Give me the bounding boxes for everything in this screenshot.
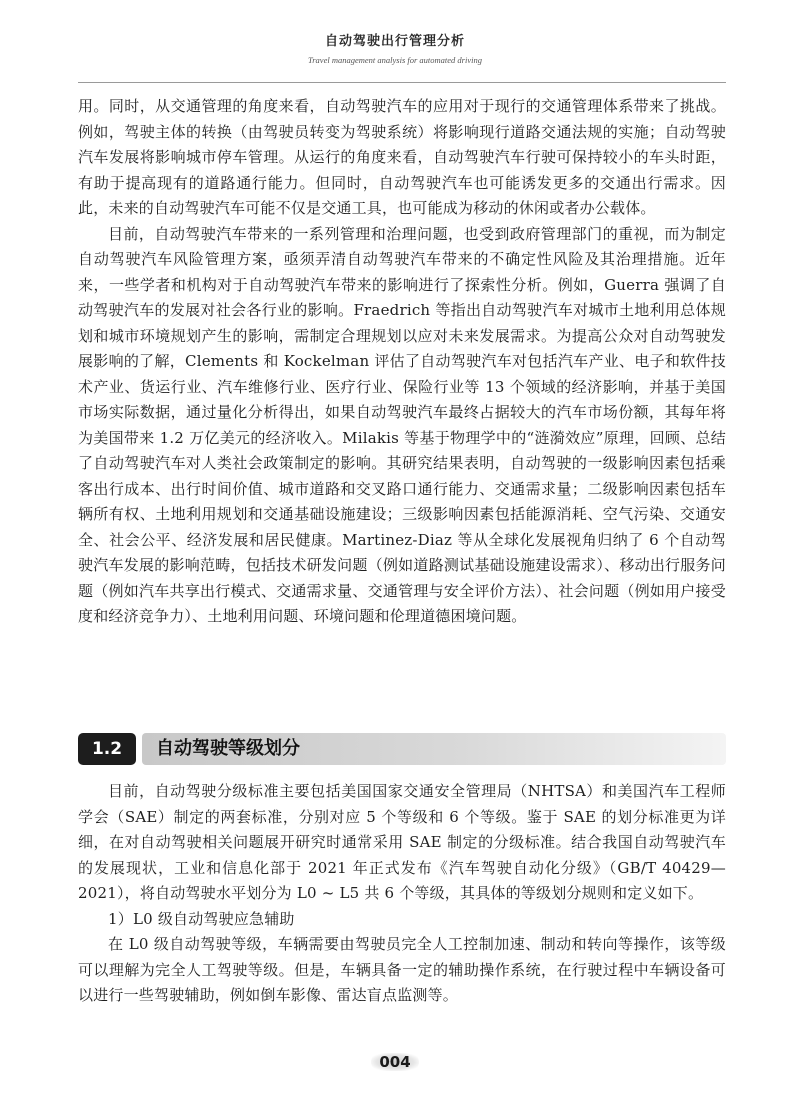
running-header-title: 自动驾驶出行管理分析 xyxy=(324,34,465,49)
paragraph: 在 L0 级自动驾驶等级，车辆需要由驾驶员完全人工控制加速、制动和转向等操作，该等级可以理解为完全人工驾驶等级。但是，车辆具备一定的辅助操作系统，在行驶过程中车辆设备可以进行一些驾驶辅助，例如倒车影像、雷达盲点监测等。 xyxy=(78,935,726,1004)
page-number xyxy=(0,1052,790,1071)
body-text-bottom xyxy=(78,779,726,1009)
running-header xyxy=(0,30,790,65)
paragraph: 目前，自动驾驶汽车带来的一系列管理和治理问题，也受到政府管理部门的重视，而为制定自动驾驶汽车风险管理方案，亟须弄清自动驾驶汽车带来的不确定性风险及其治理措施。近年来，一些学者和机构对于自动驾驶汽车带来的影响进行了探索性分析。例如，Guerra 强调了自动驾驶汽车的发展对社会各行业的影响。Fraedrich 等指出自动驾驶汽车对城市土地利用总体规划和城市环境规划产生的影响，需制定合理规划以应对未来发展需求。为提高公众对自动驾驶发展影响的了解，Clements 和 Kockelman 评估了自动驾驶汽车对包括汽车产业、电子和软件技术产业、货运行业、汽车维修行业、医疗行业、保险行业等 13 个领域的经济影响，并基于美国市场实际数据，通过量化分析得出，如果自动驾驶汽车最终占据较大的汽车市场份额，其每年将为美国带来 1.2 万亿美元的经济收入。Milakis 等基于物理学中的“涟漪效应”原理，回顾、总结了自动驾驶汽车对人类社会政策制定的影响。其研究结果表明，自动驾驶的一级影响因素包括乘客出行成本、出行时间价值、城市道路和交叉路口通行能力、交通需求量；二级影响因素包括车辆所有权、土地利用规划和交通基础设施建设；三级影响因素包括能源消耗、空气污染、交通安全、社会公平、经济发展和居民健康。Martinez-Diaz 等从全球化发展视角归纳了 6 个自动驾驶汽车发展的影响范畴，包括技术研发问题（例如道路测试基础设施建设需求）、移动出行服务问题（例如汽车共享出行模式、交通需求量、交通管理与安全评价方法）、社会问题（例如用户接受度和经济竞争力）、土地利用问题、环境问题和伦理道德困境问题。 xyxy=(78,224,726,625)
page-number-label: 004 xyxy=(371,1053,418,1071)
paragraph: 目前，自动驾驶分级标准主要包括美国国家交通安全管理局（NHTSA）和美国汽车工程师学会（SAE）制定的两套标准，分别对应 5 个等级和 6 个等级。鉴于 SAE 的划分标准更为详细，在对自动驾驶相关问题展开研究时通常采用 SAE 制定的分级标准。结合我国自动驾驶汽车的发展现状，工业和信息化部于 2021 年正式发布《汽车驾驶自动化分级》（GB/T 40429—2021），将自动驾驶水平划分为 L0 ~ L5 共 6 个等级，其具体的等级划分规则和定义如下。 xyxy=(78,782,726,902)
running-header-subtitle: Travel management analysis for automated driving xyxy=(307,55,482,65)
section-heading xyxy=(78,733,726,765)
section-title-bar xyxy=(142,733,726,765)
body-text-top xyxy=(78,94,726,630)
section-number-badge: 1.2 xyxy=(78,733,136,765)
section-title: 自动驾驶等级划分 xyxy=(156,738,300,759)
header-divider xyxy=(78,82,726,83)
subheading-l0: 1）L0 级自动驾驶应急辅助 xyxy=(108,909,295,928)
paragraph-continuation: 用。同时，从交通管理的角度来看，自动驾驶汽车的应用对于现行的交通管理体系带来了挑战。例如，驾驶主体的转换（由驾驶员转变为驾驶系统）将影响现行道路交通法规的实施；自动驾驶汽车发展将影响城市停车管理。从运行的角度来看，自动驾驶汽车行驶可保持较小的车头时距，有助于提高现有的道路通行能力。但同时，自动驾驶汽车也可能诱发更多的交通出行需求。因此，未来的自动驾驶汽车可能不仅是交通工具，也可能成为移动的休闲或者办公载体。 xyxy=(78,97,726,217)
